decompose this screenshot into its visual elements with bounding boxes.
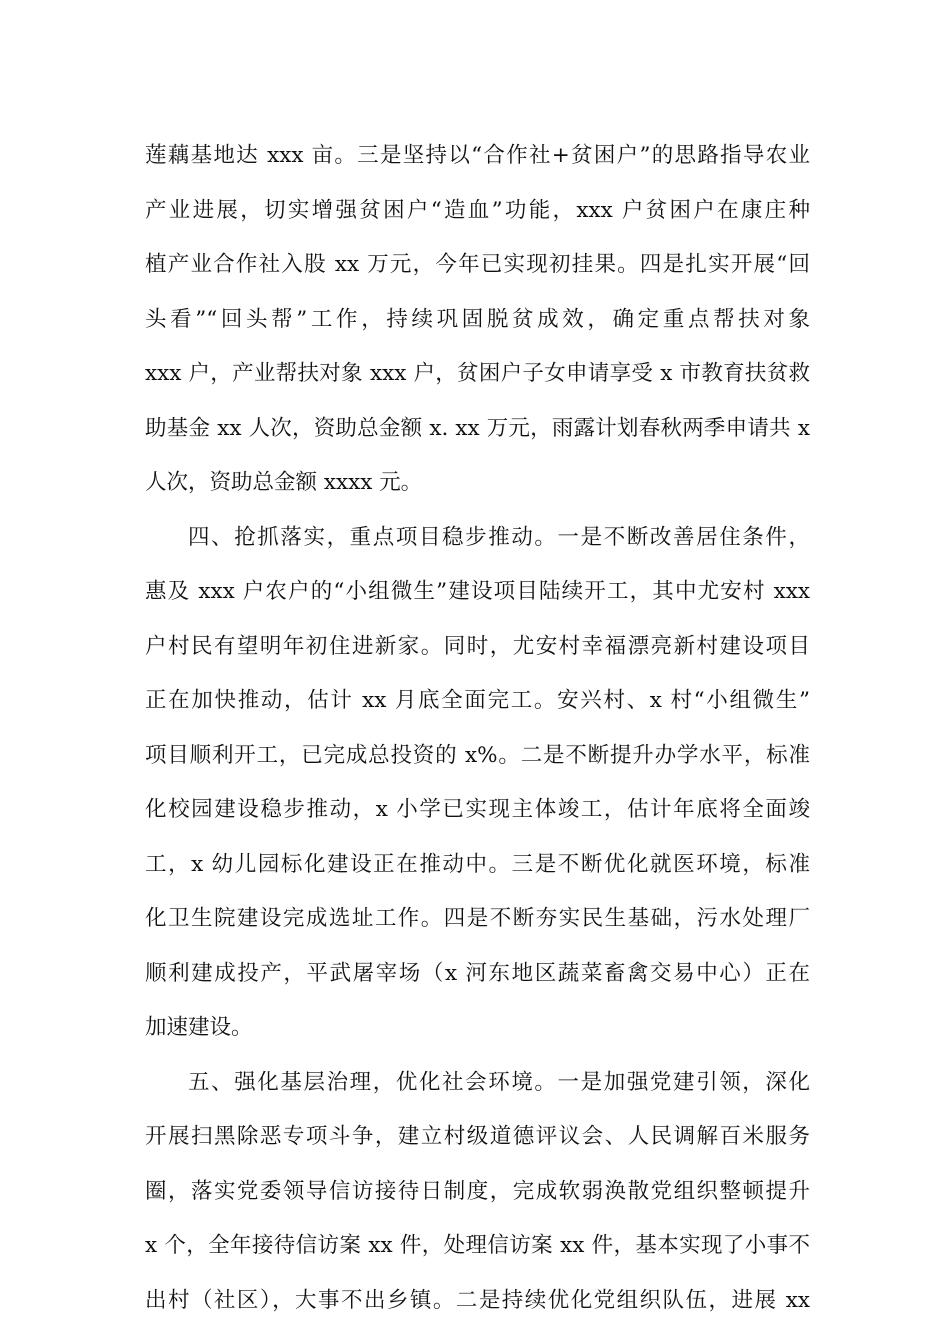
text-line: 化校园建设稳步推动，x 小学已实现主体竣工，估计年底将全面竣 — [145, 797, 810, 822]
paragraph-section-4 — [145, 511, 810, 1056]
text-line: 助基金 xx 人次，资助总金额 x. xx 万元，雨露计划春秋两季申请共 x — [145, 415, 810, 441]
section-heading-line: 四、抢抓落实，重点项目稳步推动。一是不断改善居住条件， — [188, 524, 810, 550]
text-line: xxx 户，产业帮扶对象 xxx 户，贫困户子女申请享受 x 市教育扶贫救 — [145, 361, 810, 386]
text-line: 人次，资助总金额 xxxx 元。 — [145, 470, 423, 495]
text-line: 化卫生院建设完成选址工作。四是不断夯实民生基础，污水处理厂 — [145, 906, 810, 931]
text-line: 头看”“回头帮”工作，持续巩固脱贫成效，确定重点帮扶对象 — [145, 306, 810, 332]
text-line: 莲藕基地达 xxx 亩。三是坚持以“合作社+贫困户”的思路指导农业 — [145, 143, 810, 168]
section-heading-line: 五、强化基层治理，优化社会环境。一是加强党建引领，深化 — [188, 1069, 810, 1095]
text-line: 出村（社区），大事不出乡镇。二是持续优化党组织队伍，进展 xx — [145, 1287, 810, 1313]
text-line: x 个，全年接待信访案 xx 件，处理信访案 xx 件，基本实现了小事不 — [145, 1233, 810, 1258]
text-line: 正在加快推动，估计 xx 月底全面完工。安兴村、x 村“小组微生” — [145, 688, 810, 713]
text-line: 植产业合作社入股 xx 万元，今年已实现初挂果。四是扎实开展“回 — [145, 252, 810, 277]
text-line: 开展扫黑除恶专项斗争，建立村级道德评议会、人民调解百米服务 — [145, 1124, 810, 1149]
text-line: 顺利建成投产，平武屠宰场（x 河东地区蔬菜畜禽交易中心）正在 — [145, 960, 810, 986]
text-line: 项目顺利开工，已完成总投资的 x%。二是不断提升办学水平，标准 — [145, 742, 810, 768]
text-line: 惠及 xxx 户农户的“小组微生”建设项目陆续开工，其中尤安村 xxx — [145, 579, 810, 604]
text-line: 户村民有望明年初住进新家。同时，尤安村幸福漂亮新村建设项目 — [145, 633, 810, 659]
paragraph-section-5 — [145, 1056, 810, 1329]
text-line: 产业进展，切实增强贫困户“造血”功能，xxx 户贫困户在康庄种 — [145, 197, 810, 223]
body-text — [145, 129, 810, 1328]
text-line: 工，x 幼儿园标化建设正在推动中。三是不断优化就医环境，标准 — [145, 851, 810, 877]
text-line: 加速建设。 — [145, 1015, 253, 1040]
text-line: 圈，落实党委领导信访接待日制度，完成软弱涣散党组织整顿提升 — [145, 1178, 810, 1204]
paragraph-continuation — [145, 129, 810, 511]
